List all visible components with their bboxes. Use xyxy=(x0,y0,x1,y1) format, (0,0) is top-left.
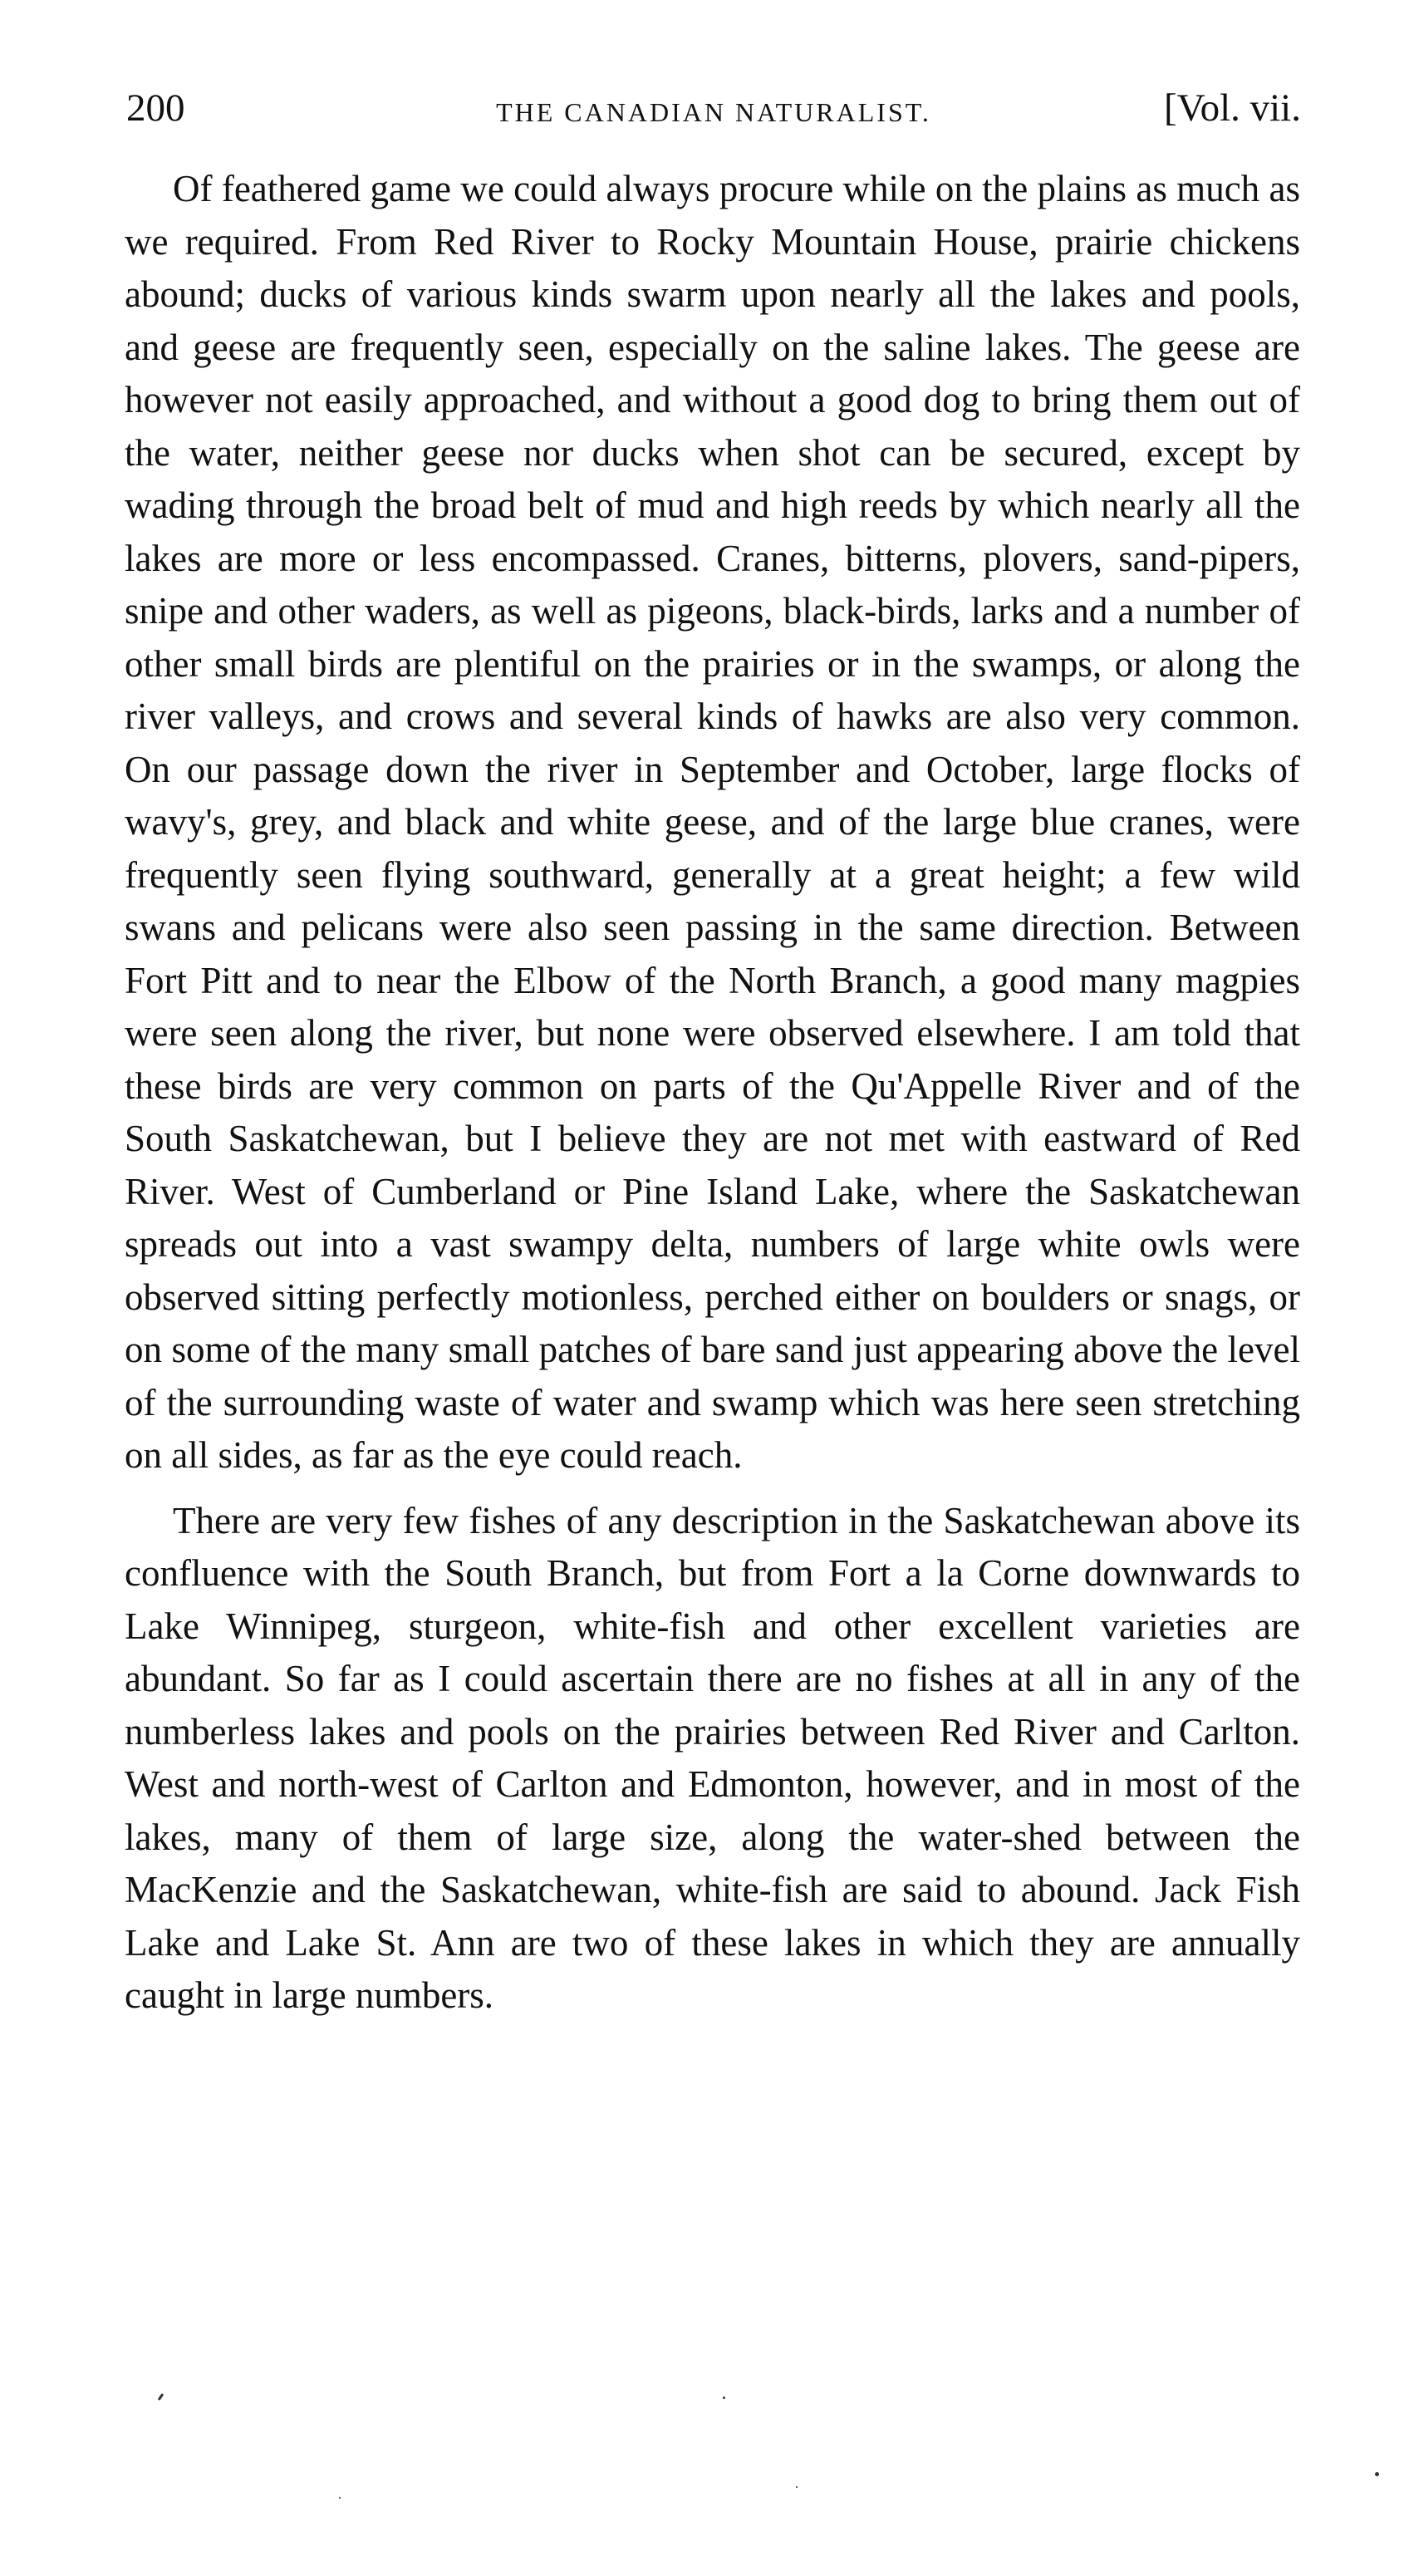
paragraph-fishes: There are very few fishes of any description in the Saskatchewan above its confluence with the South Branch, but from Fort a la Corne downwards to Lake Winnipeg, sturgeon, white-fish and other excellent varieties are abundant. So far as I could ascertain there are no fishes at all in any of the numberless lakes and pools on the prairies between Red River and Carlton. West and north-west of Carlton and Edmonton, however, and in most of the lakes, many of them of large size, along the water-shed between the MacKenzie and the Saskatchewan, white-fish are said to abound. Jack Fish Lake and Lake St. Ann are two of these lakes in which they are annually caught in large numbers. xyxy=(125,1499,1300,2016)
page-number: 200 xyxy=(126,86,185,130)
journal-title: THE CANADIAN NATURALIST. xyxy=(496,97,931,127)
volume-label: [Vol. vii. xyxy=(1164,86,1301,130)
paragraph-birds: Of feathered game we could always procure while on the plains as much as we required. From Red River to Rocky Mountain House, prairie chickens abound; ducks of various kinds swarm upon nearly all the lakes and pools, and geese are frequently seen, especially on the saline lakes. The geese are however not easily approached, and without a good dog to bring them out of the water, neither geese nor ducks when shot can be secured, except by wading through the broad belt of mud and high reeds by which nearly all the lakes are more or less encompassed. Cranes, bitterns, plovers, sand-pipers, snipe and other waders, as well as pigeons, black-birds, larks and a number of other small birds are plentiful on the prairies or in the swamps, or along the river valleys, and crows and several kinds of hawks are also very common. On our passage down the river in September and October, large flocks of wavy's, grey, and black and white geese, and of the large blue cranes, were frequently seen flying southward, generally at a great height; a few wild swans and pelicans were also seen passing in the same direction. Between Fort Pitt and to near the Elbow of the North Branch, a good many magpies were seen along the river, but none were observed elsewhere. I am told that these birds are very common on parts of the Qu'Appelle River and of the South Saskatchewan, but I believe they are not met with eastward of Red River. West of Cumberland or Pine Island Lake, where the Saskatchewan spreads out into a vast swampy delta, numbers of large white owls were observed sitting perfectly motionless, perched either on boulders or snags, or on some of the many small patches of bare sand just appearing above the level of the surrounding waste of water and swamp which was here seen stretching on all sides, as far as the eye could reach. xyxy=(125,168,1300,1476)
print-speck xyxy=(158,2393,164,2401)
print-speck xyxy=(723,2397,725,2399)
print-speck xyxy=(796,2486,798,2488)
print-speck xyxy=(339,2497,341,2499)
body-text xyxy=(125,163,1300,2023)
print-speck xyxy=(1375,2472,1379,2476)
running-head xyxy=(126,83,1301,141)
